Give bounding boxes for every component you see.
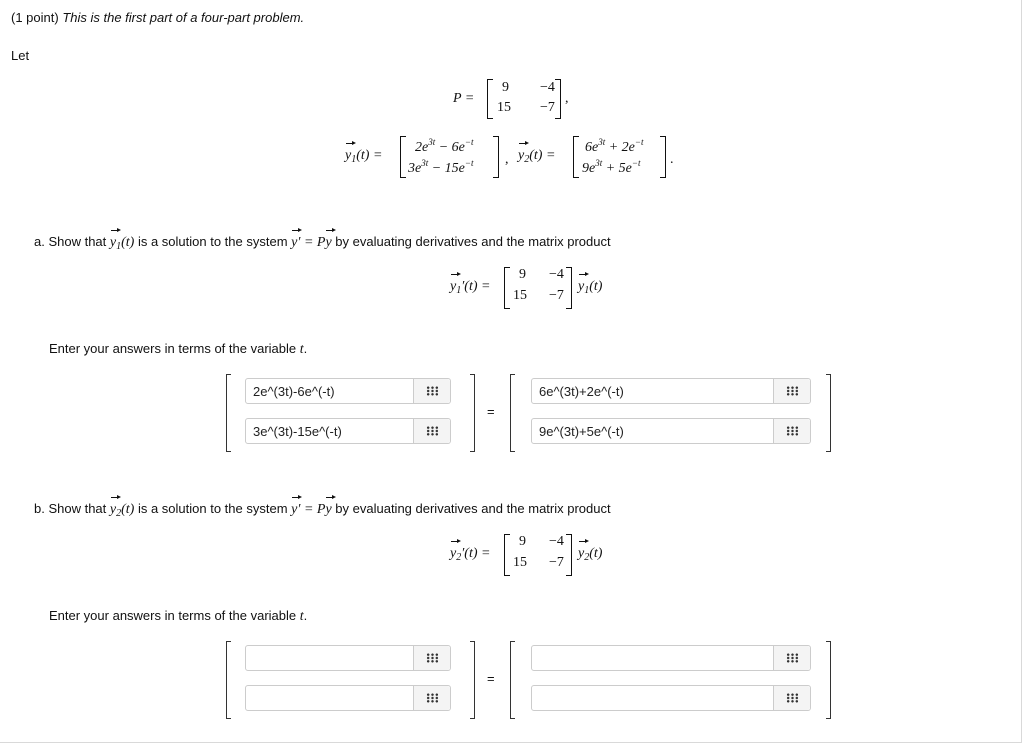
y2-row-2: $9e^{3t} + 5e^{-t}$ [582,158,641,176]
y1-label: $y_1(t)$ = [345,148,383,165]
pb-22: −7 [549,555,564,570]
problem-intro: This is the first part of a four-part problem. [62,10,305,25]
answer-a-right-1[interactable]: 6e^(3t)+2e^(-t) [531,378,811,404]
bracket-left [510,374,515,452]
matrix-p-name: P = [453,91,475,106]
matrix-button[interactable] [773,686,810,710]
pb-12: −4 [549,534,564,549]
answer-b-right-2[interactable] [531,685,811,711]
answer-b-left-1[interactable] [245,645,451,671]
bracket-left [504,267,510,309]
pa-11: 9 [519,267,526,282]
bracket-right [470,374,475,452]
grid-icon [426,426,439,436]
equals-sign: = [487,671,495,686]
matrix-button[interactable] [773,419,810,443]
matrix-button[interactable] [773,646,810,670]
grid-icon [786,426,799,436]
bracket-left [400,136,406,178]
answer-a-left-1[interactable]: 2e^(3t)-6e^(-t) [245,378,451,404]
bracket-right [826,641,831,719]
grid-icon [786,386,799,396]
y2-row-1: $6e^{3t} + 2e^{-t}$ [585,137,644,155]
part-a-statement: a. Show that $y_1(t)$ is a solution to the system y′ = Py by evaluating derivatives and the matrix product [34,234,611,252]
bracket-left [487,79,493,119]
answer-b-left-2[interactable] [245,685,451,711]
y1-row-2: $3e^{3t} - 15e^{-t}$ [408,158,474,176]
bracket-right [555,79,561,119]
bracket-left [510,641,515,719]
bracket-left [226,641,231,719]
y2-label: $y_2(t)$ = [518,148,556,165]
answer-a-left-2[interactable]: 3e^(3t)-15e^(-t) [245,418,451,444]
p-21: 15 [497,100,511,115]
bracket-right [826,374,831,452]
matrix-button[interactable] [413,686,450,710]
bracket-right [566,534,572,576]
answer-b-right-1[interactable] [531,645,811,671]
comma: , [505,152,509,167]
matrix-button[interactable] [413,419,450,443]
y1-row-1: $2e^{3t} - 6e^{-t}$ [415,137,474,155]
bracket-right [493,136,499,178]
grid-icon [426,693,439,703]
comma: , [565,91,569,106]
bracket-right [470,641,475,719]
grid-icon [786,693,799,703]
y2-term: $y_2(t)$ [578,546,603,563]
p-11: 9 [502,80,509,95]
bracket-right [566,267,572,309]
p-22: −7 [540,100,555,115]
pb-21: 15 [513,555,527,570]
pa-12: −4 [549,267,564,282]
grid-icon [786,653,799,663]
points-label: (1 point) [11,10,59,25]
p-12: −4 [540,80,555,95]
y2-prime-label: $y_2'(t)$ = [450,546,491,563]
problem-header [11,10,304,25]
pa-21: 15 [513,288,527,303]
y1-prime-label: $y_1'(t)$ = [450,279,491,296]
y1-term: $y_1(t)$ [578,279,603,296]
grid-icon [426,386,439,396]
matrix-button[interactable] [773,379,810,403]
bracket-left [573,136,579,178]
let-label: Let [11,48,30,63]
answer-a-right-2[interactable]: 9e^(3t)+5e^(-t) [531,418,811,444]
pb-11: 9 [519,534,526,549]
pa-22: −7 [549,288,564,303]
part-b-instructions: Enter your answers in terms of the variable t. [49,608,308,624]
period: . [670,152,674,167]
bracket-right [660,136,666,178]
grid-icon [426,653,439,663]
bracket-left [226,374,231,452]
bracket-left [504,534,510,576]
part-b-statement: b. Show that $y_2(t)$ is a solution to the system y′ = Py by evaluating derivatives and the matrix product [34,501,611,519]
equals-sign: = [487,404,495,419]
matrix-button[interactable] [413,379,450,403]
part-a-instructions: Enter your answers in terms of the variable t. [49,341,308,357]
matrix-button[interactable] [413,646,450,670]
